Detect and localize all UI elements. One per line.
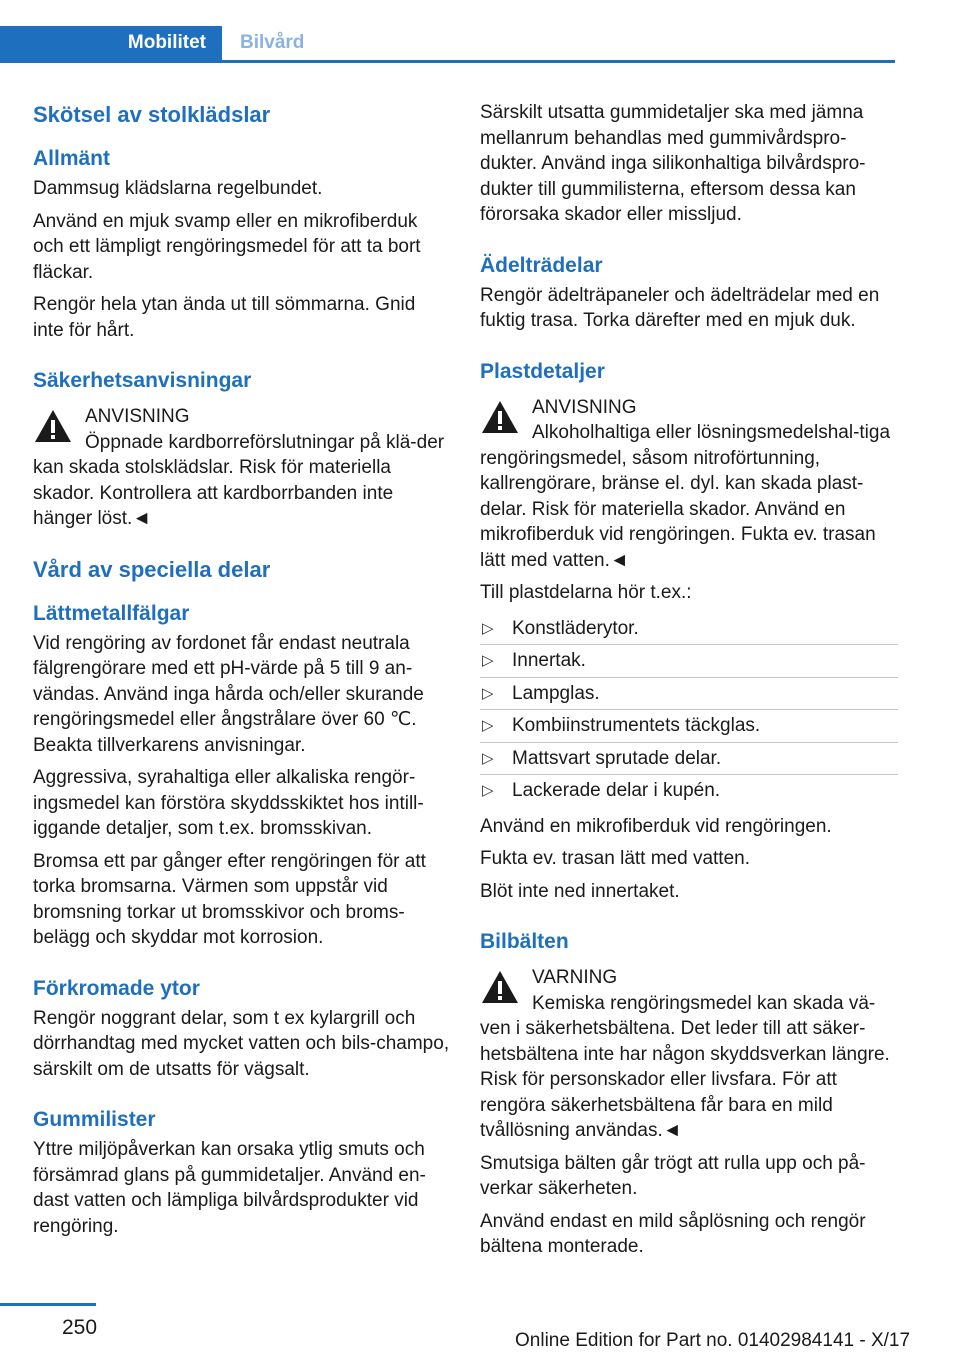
list-item: ▷ Lackerade delar i kupén. [480, 775, 898, 807]
paragraph: Till plastdelarna hör t.ex.: [480, 582, 692, 603]
heading-lattmetallfalgar: Lättmetallfälgar [33, 601, 190, 625]
heading-stolkladslar: Skötsel av stolklädslar [33, 102, 271, 127]
warning-label: ANVISNING [85, 406, 190, 427]
paragraph: Bromsa ett par gånger efter rengöringen för att torka bromsarna. Värmen som uppstår vid bromsning torkar ut bromsskivor och broms-belägg och skyddar mot korrosion. [33, 850, 426, 948]
chapter-tabbar [0, 26, 895, 63]
warning-text: Kemiska rengöringsmedel kan skada vä-ven i säkerhetsbältena. Det leder till att säker-hetsbältena inte har någon skyddsverkan längre. Risk för personskador eller livsfara. För att rengöra säkerhetsbältena får bara en mild tvållösning användas.◄ [480, 992, 890, 1141]
paragraph: Använd en mjuk svamp eller en mikrofiberduk och ett lämpligt rengöringsmedel för att ta bort fläckar. [33, 210, 421, 283]
warning-triangle-icon [480, 399, 520, 435]
heading-bilbalten: Bilbälten [480, 930, 569, 953]
warning-box [33, 404, 451, 532]
paragraph: Vid rengöring av fordonet får endast neutrala fälgrengörare med ett pH-värde på 5 till 9 an-vändas. Använd inga hårda och/eller skurande rengöringsmedel eller ångstrålare över 60 ℃. Beakta tillverkarens anvisningar. [33, 632, 424, 756]
paragraph: Fukta ev. trasan lätt med vatten. [480, 848, 750, 869]
paragraph: Särskilt utsatta gummidetaljer ska med jämna mellanrum behandlas med gummivårdspro-dukter. Använd inga silikonhaltiga bilvårdspro-dukter till gummilisterna, eftersom dessa kan förorsaka skador eller missljud. [480, 102, 866, 225]
heading-adeltradelar: Ädelträdelar [480, 253, 603, 277]
edition-footer: Online Edition for Part no. 01402984141 - X/17 [515, 1330, 911, 1351]
list-item: ▷ Innertak. [480, 645, 898, 678]
paragraph: Rengör noggrant delar, som t ex kylargrill och dörrhandtag med mycket vatten och bils-champo, särskilt om de utsatts för vägsalt. [33, 1007, 450, 1080]
paragraph: Yttre miljöpåverkan kan orsaka ytlig smuts och försämrad glans på gummidetaljer. Använd en-dast vatten och lämpliga bilvårdsprodukter vid rengöring. [33, 1139, 426, 1237]
list-item: ▷ Konstläderytor. [480, 613, 898, 646]
warning-triangle-icon [480, 969, 520, 1005]
warning-box [480, 965, 898, 1144]
page-number: 250 [62, 1316, 98, 1339]
warning-triangle-icon [33, 408, 73, 444]
paragraph: Dammsug klädslarna regelbundet. [33, 178, 323, 199]
right-column [480, 100, 898, 1267]
paragraph: Använd en mikrofiberduk vid rengöringen. [480, 815, 832, 837]
paragraph: Blöt inte ned innertaket. [480, 880, 680, 902]
heading-allmant: Allmänt [33, 147, 111, 170]
heading-plastdetaljer: Plastdetaljer [480, 359, 605, 383]
heading-sakerhetsanvisningar: Säkerhetsanvisningar [33, 369, 252, 392]
heading-vard-speciella-delar: Vård av speciella delar [33, 556, 271, 582]
tab-bilvard[interactable]: Bilvård [222, 26, 322, 60]
list-item: ▷ Kombiinstrumentets täckglas. [480, 710, 898, 743]
warning-text: Alkoholhaltiga eller lösningsmedelshal-tiga rengöringsmedel, såsom nitroförtunning, kallrengörare, bränse el. dyl. kan skada plast-delar. Risk för materiella skador. Använd en mikrofiberduk vid rengöringen. Fukta ev. trasan lätt med vatten.◄ [480, 422, 891, 571]
warning-label: VARNING [532, 967, 618, 988]
plastic-parts-list [480, 613, 898, 807]
tab-mobilitet[interactable]: Mobilitet [0, 26, 222, 60]
warning-text: Öppnade kardborreförslutningar på klä-der kan skada stolsklädslar. Risk för materiella skador. Kontrollera att kardborrbanden inte hänger löst.◄ [33, 431, 445, 529]
heading-gummilister: Gummilister [33, 1108, 156, 1131]
warning-box [480, 395, 898, 574]
heading-forkromade-ytor: Förkromade ytor [33, 976, 200, 1000]
paragraph: Rengör ädelträpaneler och ädelträdelar med en fuktig trasa. Torka därefter med en mjuk duk. [480, 284, 880, 331]
warning-label: ANVISNING [532, 396, 637, 418]
paragraph: Använd endast en mild såplösning och rengör bältena monterade. [480, 1210, 866, 1257]
left-column [33, 100, 451, 1246]
page-number-rule [0, 1303, 96, 1306]
paragraph: Rengör hela ytan ända ut till sömmarna. Gnid inte för hårt. [33, 294, 416, 341]
paragraph: Smutsiga bälten går trögt att rulla upp och på-verkar säkerheten. [480, 1152, 866, 1199]
list-item: ▷ Lampglas. [480, 678, 898, 711]
paragraph: Aggressiva, syrahaltiga eller alkaliska rengör-ingsmedel kan förstöra skyddsskiktet hos intill-iggande detaljer, som t.ex. bromsskivan. [33, 767, 424, 839]
list-item: ▷ Mattsvart sprutade delar. [480, 743, 898, 776]
